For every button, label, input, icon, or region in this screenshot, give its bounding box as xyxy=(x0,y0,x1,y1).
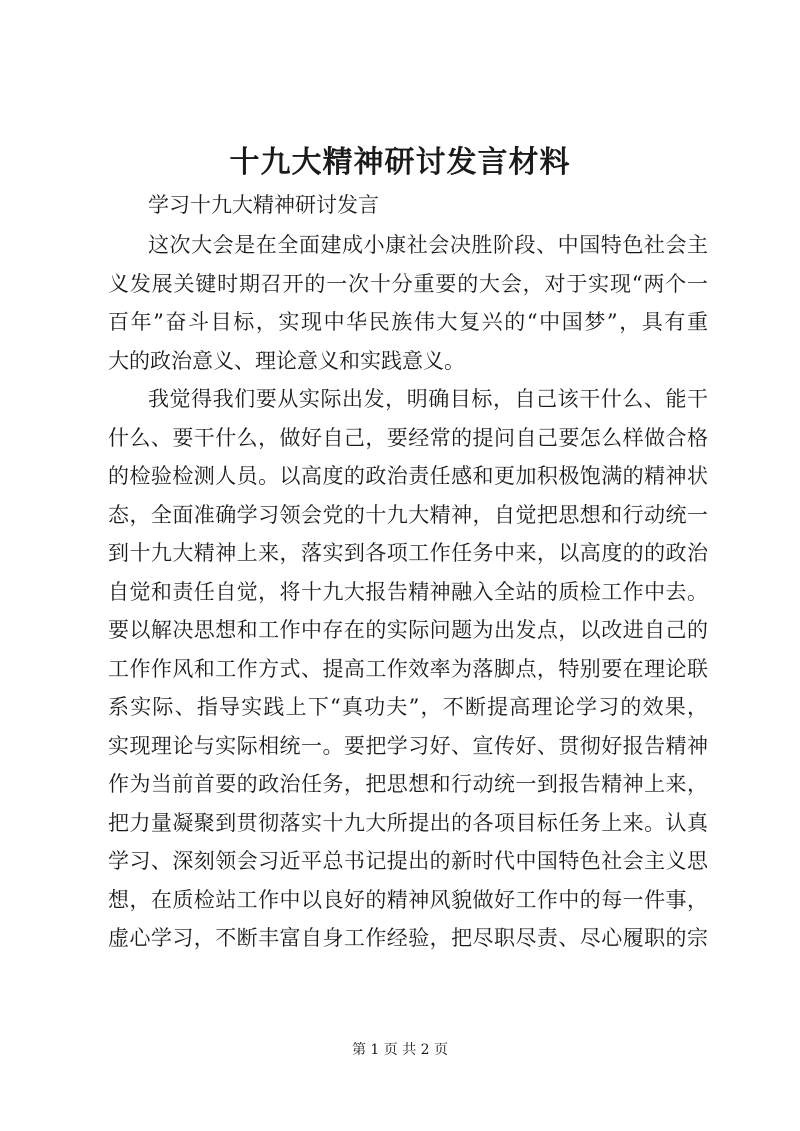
paragraph-2-line: 工作作风和工作方式、提高工作效率为落脚点，特别要在理论联 xyxy=(108,656,708,681)
paragraph-2-line: 自觉和责任自觉，将十九大报告精神融入全站的质检工作中去。 xyxy=(108,579,708,604)
page-number-footer: 第 1 页 共 2 页 xyxy=(351,1042,449,1058)
paragraph-2-line: 作为当前首要的政治任务，把思想和行动统一到报告精神上来， xyxy=(108,772,708,796)
paragraph-2-line: 要以解决思想和工作中存在的实际问题为出发点，以改进自己的 xyxy=(108,618,708,642)
document-title: 十九大精神研讨发言材料 xyxy=(229,145,571,180)
paragraph-2-line: 我觉得我们要从实际出发，明确目标，自己该干什么、能干 xyxy=(148,387,708,411)
paragraph-2-line: 把力量凝聚到贯彻落实十九大所提出的各项目标任务上来。认真 xyxy=(108,810,708,835)
paragraph-2-line: 系实际、指导实践上下“真功夫”，不断提高理论学习的效果， xyxy=(108,695,708,719)
paragraph-1-line: 百年”奋斗目标，实现中华民族伟大复兴的“中国梦”，具有重 xyxy=(108,310,708,334)
paragraph-2-line: 到十九大精神上来，落实到各项工作任务中来，以高度的的政治 xyxy=(108,541,708,565)
document-subtitle: 学习十九大精神研讨发言 xyxy=(148,193,379,217)
paragraph-2-line: 想，在质检站工作中以良好的精神风貌做好工作中的每一件事， xyxy=(108,887,708,912)
paragraph-2-line: 虚心学习，不断丰富自身工作经验，把尽职尽责、尽心履职的宗 xyxy=(108,926,708,950)
paragraph-2-line: 实现理论与实际相统一。要把学习好、宣传好、贯彻好报告精神 xyxy=(108,733,708,758)
paragraph-2-line: 态，全面准确学习领会党的十九大精神，自觉把思想和行动统一 xyxy=(108,502,708,527)
paragraph-2-line: 什么、要干什么，做好自己，要经常的提问自己要怎么样做合格 xyxy=(108,425,708,450)
paragraph-1-line: 义发展关键时期召开的一次十分重要的大会，对于实现“两个一 xyxy=(108,271,708,296)
document-body xyxy=(108,226,708,958)
paragraph-2-line: 的检验检测人员。以高度的政治责任感和更加积极饱满的精神状 xyxy=(108,464,708,488)
paragraph-1-line: 这次大会是在全面建成小康社会决胜阶段、中国特色社会主 xyxy=(148,233,708,257)
paragraph-1-line: 大的政治意义、理论意义和实践意义。 xyxy=(108,348,465,373)
paragraph-2-line: 学习、深刻领会习近平总书记提出的新时代中国特色社会主义思 xyxy=(108,849,708,873)
